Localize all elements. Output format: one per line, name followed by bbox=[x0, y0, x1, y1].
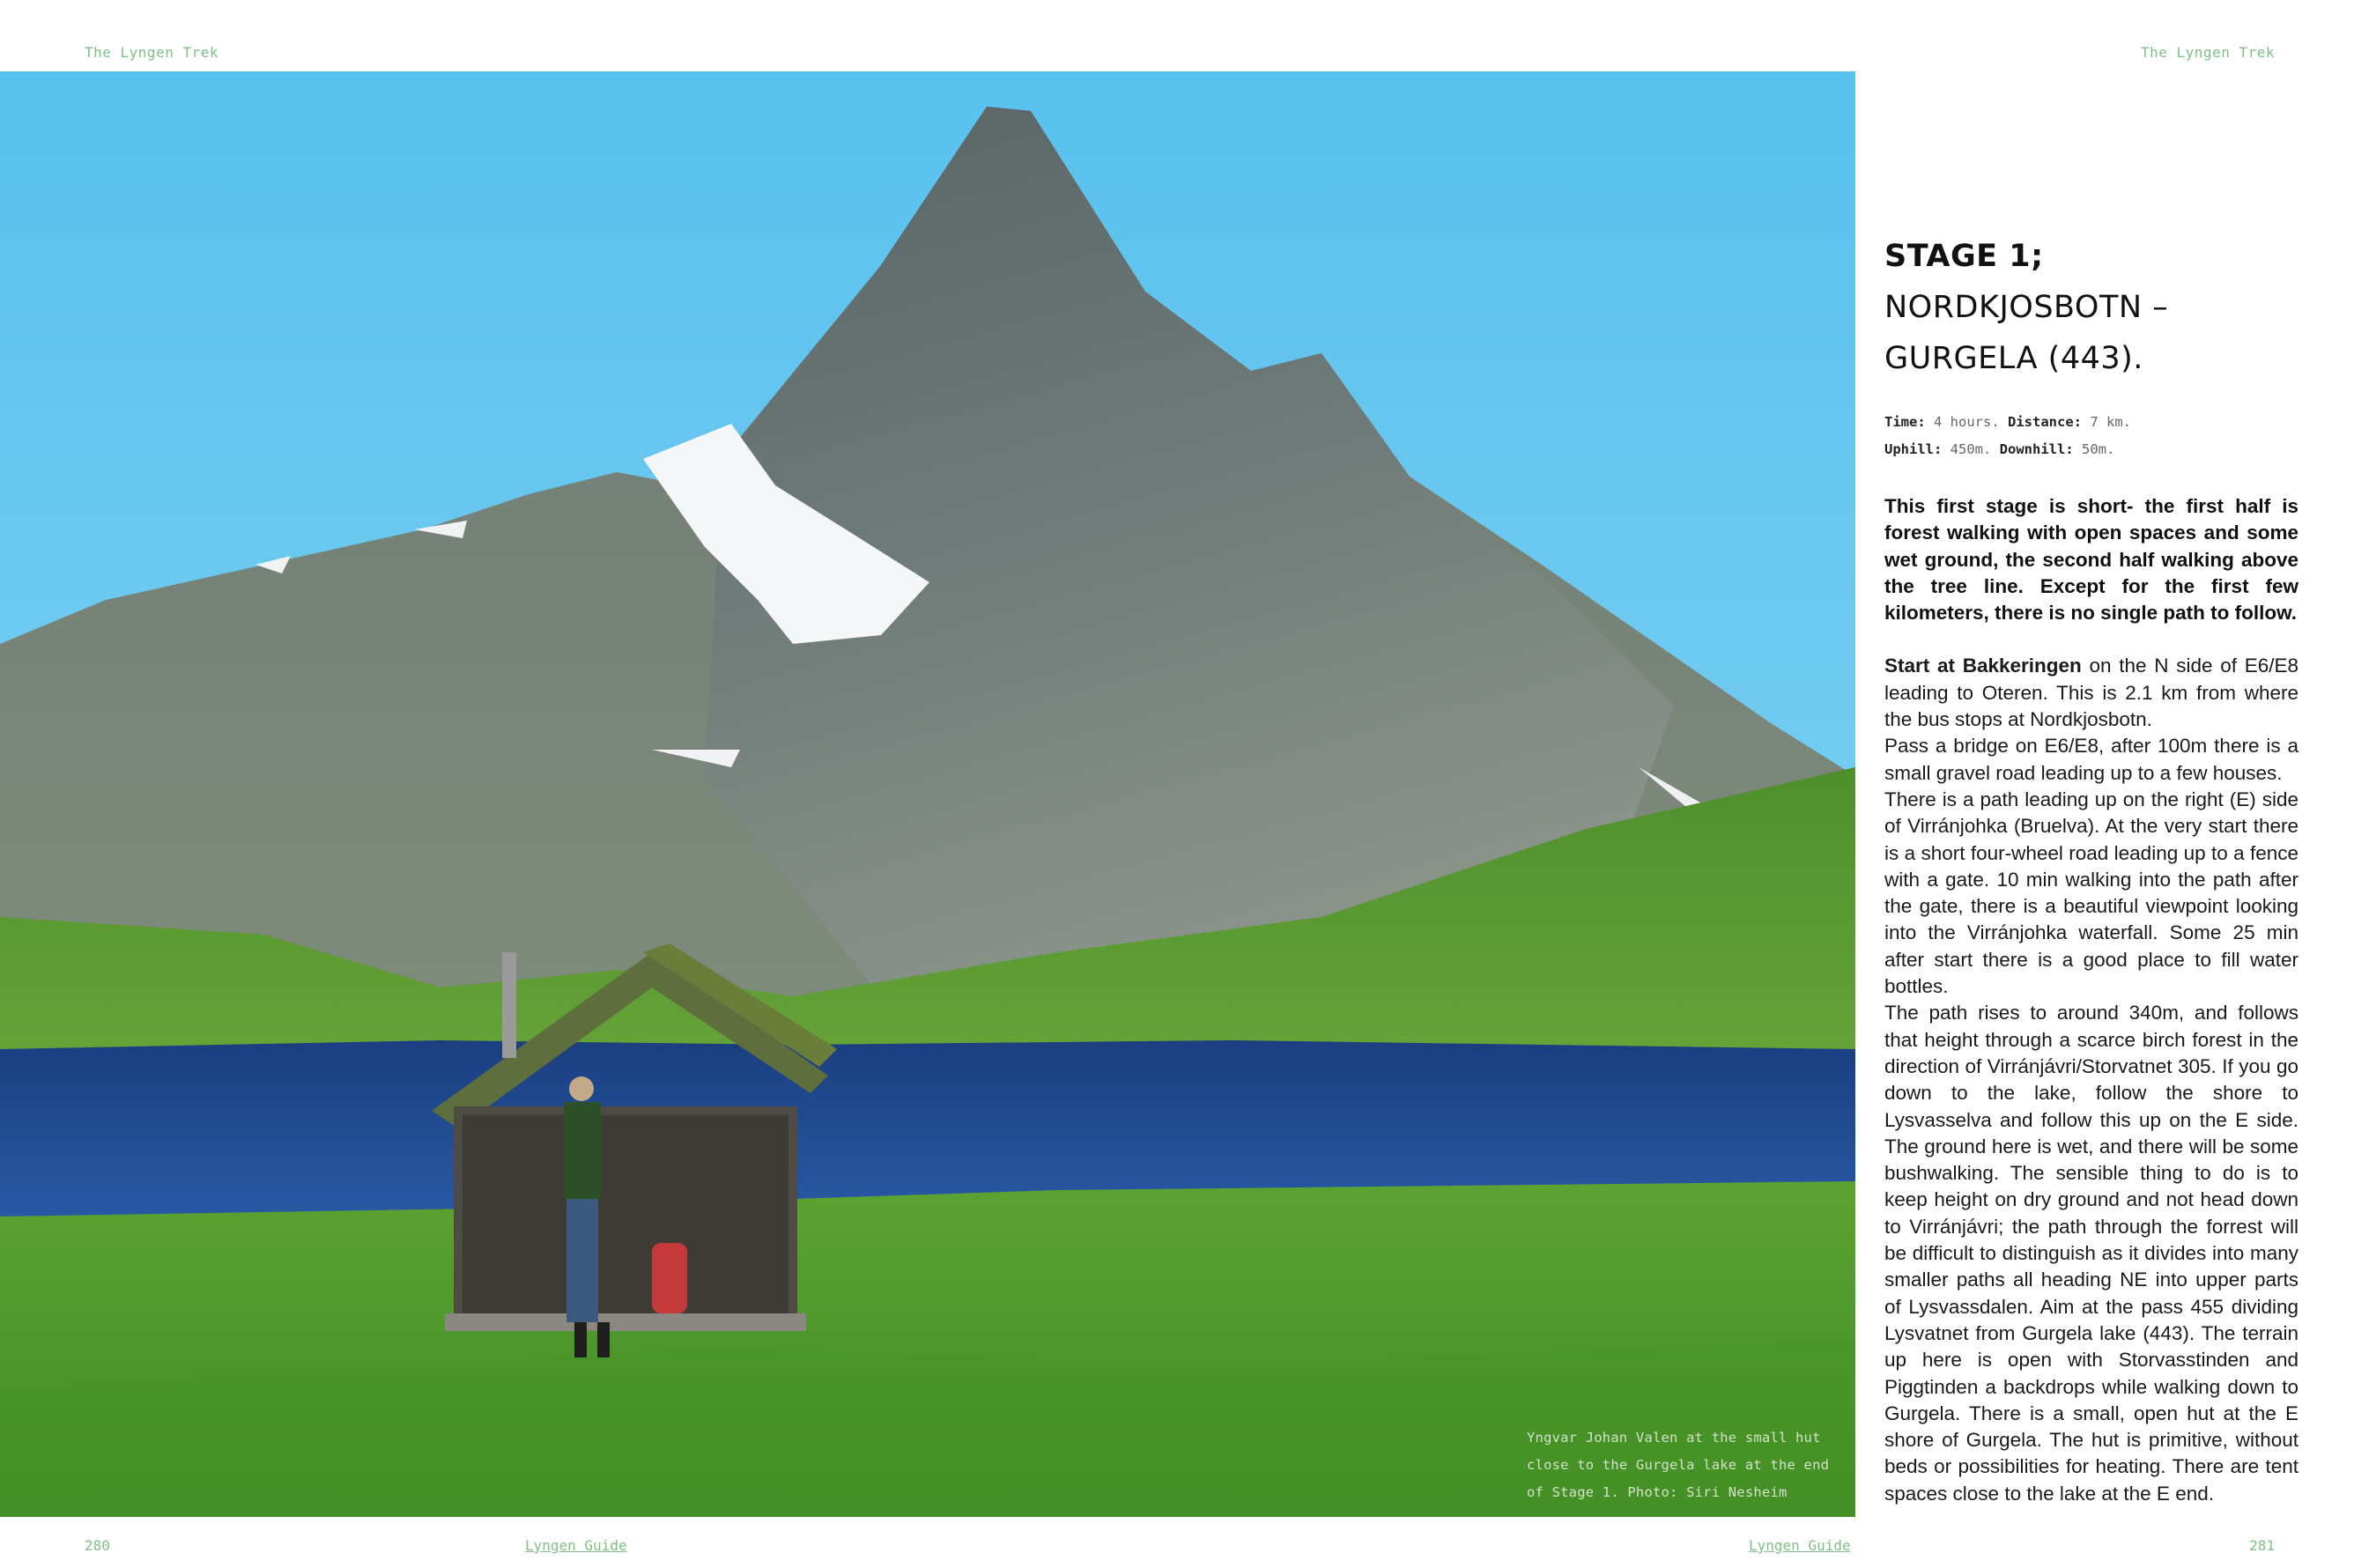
stage-meta bbox=[1884, 409, 2298, 463]
mountain-hut-photo bbox=[0, 71, 1855, 1517]
page-number-left: 280 bbox=[85, 1537, 110, 1554]
guide-link-left[interactable]: Lyngen Guide bbox=[525, 1537, 627, 1554]
stage-label: STAGE 1; bbox=[1884, 239, 2044, 274]
distance-value: 7 km. bbox=[2082, 414, 2132, 430]
page-number-right: 281 bbox=[2249, 1537, 2275, 1554]
start-description: on the N side of E6/E8 leading to Oteren. This is 2.1 km from where the bus stops at Nordkjosbotn. bbox=[1884, 655, 2298, 731]
distance-label: Distance: bbox=[2008, 414, 2083, 430]
body-paragraph: The path rises to around 340m, and follows that height through a scarce birch forest in the direction of Virránjávri/Storvatnet 305. If you go down to the lake, follow the shore to Lysvasselva and follow this up on the E side. The ground here is wet, and there will be some bushwalking. The sensible thing to do is to keep height on dry ground and not head down to Virránjávri; the path through the forrest will be difficult to distinguish as it divides into many smaller paths all heading NE into upper parts of Lysvassdalen. Aim at the pass 455 dividing Lysvatnet from Gurgela lake (443). The terrain up here is open with Storvasstinden and Piggtinden a backdrops while walking down to Gurgela. There is a small, open hut at the E shore of Gurgela. The hut is primitive, without beds or possibilities for heating. There are tent spaces close to the lake at the E end. bbox=[1884, 1002, 2298, 1505]
meta-line-time-distance bbox=[1884, 409, 2298, 436]
stage-body bbox=[1884, 653, 2298, 1507]
caption-line: close to the Gurgela lake at the end bbox=[1527, 1457, 1830, 1473]
body-paragraph: Pass a bridge on E6/E8, after 100m there is a small gravel road leading up to a few houses. bbox=[1884, 735, 2298, 784]
downhill-value: 50m. bbox=[2073, 441, 2115, 457]
photo-caption bbox=[1527, 1424, 1844, 1506]
stage-route: NORDKJOSBOTN – GURGELA (443). bbox=[1884, 290, 2169, 376]
caption-line: Yngvar Johan Valen at the small hut bbox=[1527, 1430, 1821, 1446]
running-head-left: The Lyngen Trek bbox=[85, 44, 218, 61]
downhill-label: Downhill: bbox=[1999, 441, 2074, 457]
start-point: Start at Bakkeringen bbox=[1884, 655, 2082, 677]
uphill-value: 450m. bbox=[1942, 441, 1992, 457]
stage-title bbox=[1884, 231, 2298, 384]
running-head-right: The Lyngen Trek bbox=[2141, 44, 2275, 61]
body-paragraph bbox=[1884, 653, 2298, 733]
stage-text-column bbox=[1884, 231, 2298, 1507]
time-value: 4 hours. bbox=[1925, 414, 2000, 430]
stage-lead-paragraph: This first stage is short- the first half is forest walking with open spaces and some wet ground, the second half walking above the tree line. Except for the first few kilometers, there is no single path to follow. bbox=[1884, 495, 2298, 625]
guide-link-right[interactable]: Lyngen Guide bbox=[1749, 1537, 1851, 1554]
caption-line: of Stage 1. Photo: Siri Nesheim bbox=[1527, 1484, 1788, 1500]
uphill-label: Uphill: bbox=[1884, 441, 1943, 457]
meta-line-elevation bbox=[1884, 436, 2298, 463]
body-paragraph: There is a path leading up on the right (E) side of Virránjohka (Bruelva). At the very start there is a short four-wheel road leading up to a fence with a gate. 10 min walking into the path after the gate, there is a beautiful viewpoint looking into the Virránjohka waterfall. Some 25 min after start there is a good place to fill water bottles. bbox=[1884, 788, 2298, 998]
time-label: Time: bbox=[1884, 414, 1926, 430]
